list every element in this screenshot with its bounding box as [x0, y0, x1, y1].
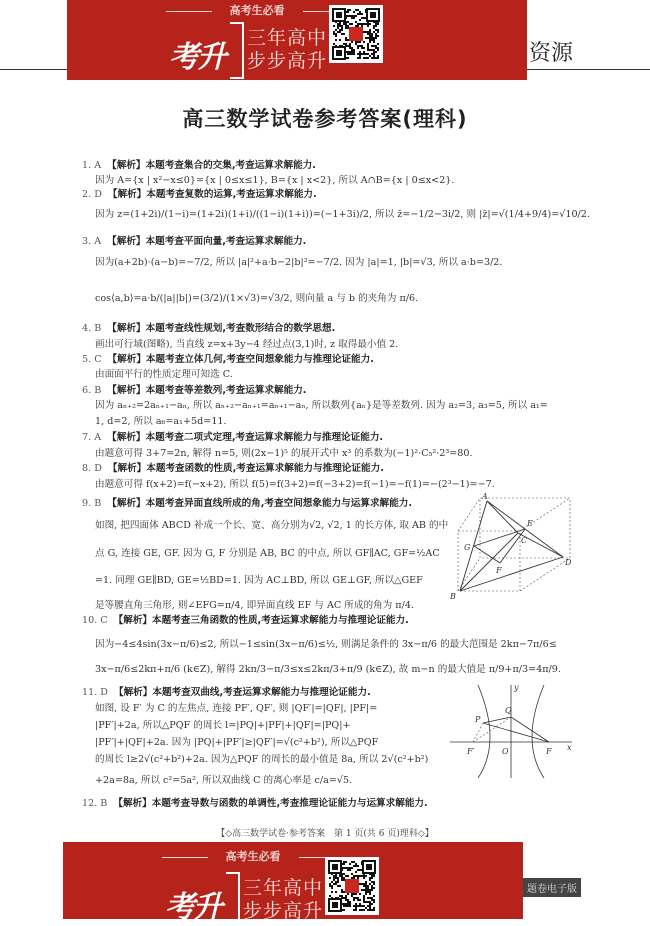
solution-line: 因为 A={x | x²−x≤0}={x | 0≤x≤1}, B={x | x<2}, 所以 A∩B={x | 0≤x<2}. [95, 175, 455, 186]
tetrahedron-figure [450, 493, 575, 603]
label-o: O [502, 747, 509, 756]
solution-line: |PF′|+|QF|+2a. 因为 |PQ|+|PF′|≥|QF′|=√(c²+b²), 所以△PQF [95, 737, 379, 748]
answer-heading [82, 495, 412, 509]
answer-number: 3. A [82, 236, 102, 247]
label-a: A [482, 493, 488, 501]
top-ad-banner[interactable] [67, 0, 527, 80]
analysis-heading: 【解析】本题考查三角函数的性质,考查运算求解能力与推理论证能力. [113, 615, 409, 626]
answer-heading [82, 351, 374, 365]
answer-number: 8. D [82, 463, 102, 474]
solution-line: 画出可行域(图略), 当直线 z=x+3y−4 经过点(3,1)时, z 取得最小值 2. [95, 339, 399, 350]
answer-number: 10. C [82, 615, 108, 626]
slogan [247, 27, 327, 73]
analysis-heading: 【解析】本题考查异面直线所成的角,考查空间想象能力与运算求解能力. [107, 498, 412, 509]
solution-line: |PF′|+2a, 所以△PQF 的周长 l=|PQ|+|PF|+|QF|=|PQ|+ [95, 720, 351, 731]
label-e: E [527, 519, 533, 528]
answer-number: 4. B [82, 323, 102, 334]
label-y: y [514, 683, 519, 692]
brand-logo: 考升 [165, 890, 221, 925]
analysis-heading: 【解析】本题考查二项式定理,考查运算求解能力与推理论证能力. [107, 432, 384, 443]
label-x: x [567, 743, 572, 752]
label-b: B [450, 592, 456, 601]
label-f: F [546, 747, 552, 756]
slogan [243, 877, 323, 923]
solution-line: 如图, 设 F′ 为 C 的左焦点, 连接 PF′, QF′, 则 |QF′|=|QF|, |PF|= [95, 703, 378, 714]
solution-line: 3x−π/6≤2kπ+π/6 (k∈Z), 解得 2kπ/3−π/3≤x≤2kπ/3+π/9 (k∈Z), 故 m−n 的最大值是 π/9+π/3=4π/9. [95, 664, 561, 675]
solution-line: =1. 同理 GE∥BD, GE=½BD=1. 因为 AC⊥BD, 所以 GE⊥GF, 所以△GEF [95, 575, 423, 586]
solution-line: 因为−4≤4sin(3x−π/6)≤2, 所以−1≤sin(3x−π/6)≤½, 则满足条件的 3x−π/6 的最大范围是 2kπ−7π/6≤ [95, 639, 557, 650]
answer-heading [82, 684, 371, 698]
analysis-heading: 【解析】本题考查集合的交集,考查运算求解能力. [107, 160, 316, 171]
solution-line: 1, d=2, 所以 a₆=a₁+5d=11. [95, 416, 227, 427]
solution-line: 由面面平行的性质定理可知选 C. [95, 369, 233, 380]
side-badge: 题卷电子版 [523, 878, 581, 897]
label-f: F [496, 566, 502, 575]
answer-number: 1. A [82, 160, 102, 171]
analysis-heading: 【解析】本题考查导数与函数的单调性,考查推理论证能力与运算求解能力. [113, 798, 428, 809]
answer-number: 9. B [82, 498, 102, 509]
solution-line: 点 G, 连接 GE, GF. 因为 G, F 分别是 AB, BC 的中点, 所以 GF∥AC, GF=½AC [95, 548, 440, 559]
solution-line: 如图, 把四面体 ABCD 补成一个长、宽、高分别为√2, √2, 1 的长方体, 取 AB 的中 [95, 520, 449, 531]
label-d: D [565, 558, 572, 567]
answer-heading [82, 795, 428, 809]
answer-number: 12. B [82, 798, 108, 809]
hyperbola-figure [450, 680, 575, 780]
answer-heading [82, 186, 317, 200]
analysis-heading: 【解析】本题考查复数的运算,考查运算求解能力. [107, 189, 317, 200]
logo-frame [230, 22, 244, 79]
label-q: Q [505, 706, 512, 715]
slogan-line1: 三年高中 [247, 27, 328, 49]
page-title: 高三数学试卷参考答案(理科) [182, 107, 468, 131]
analysis-heading: 【解析】本题考查双曲线,考查运算求解能力与推理论证能力. [114, 687, 371, 698]
answer-number: 11. D [82, 687, 108, 698]
solution-line: 由题意可得 f(x+2)=f(−x+2), 所以 f(5)=f(3+2)=f(−3+2)=f(−1)=−f(1)=−(2³−1)=−7. [95, 479, 495, 490]
analysis-heading: 【解析】本题考查等差数列,考查运算求解能力. [107, 385, 307, 396]
analysis-heading: 【解析】本题考查立体几何,考查空间想象能力与推理论证能力. [107, 354, 374, 365]
banner-tagline: 高考生必看 [103, 848, 403, 864]
answer-heading [82, 233, 306, 247]
qr-code-icon [329, 5, 383, 63]
label-f-prime: F′ [467, 747, 475, 756]
slogan-line2: 步步高升 [243, 900, 324, 922]
answer-heading [82, 612, 409, 626]
solution-line: +2a=8a, 所以 c²=5a², 所以双曲线 C 的离心率是 c/a=√5. [95, 775, 353, 786]
answer-heading [82, 320, 335, 334]
answer-heading [82, 460, 384, 474]
answer-number: 6. B [82, 385, 102, 396]
logo-frame [226, 872, 240, 926]
solution-line: 因为 aₙ₊₂=2aₙ₊₁−aₙ, 所以 aₙ₊₂−aₙ₊₁=aₙ₊₁−aₙ, 所以数列{aₙ}是等差数列. 因为 a₂=3, a₃=5, 所以 a₁= [95, 400, 548, 411]
banner-tagline: 高考生必看 [107, 2, 407, 18]
analysis-heading: 【解析】本题考查线性规划,考查数形结合的数学思想. [107, 323, 336, 334]
slogan-line1: 三年高中 [243, 877, 324, 899]
slogan-line2: 步步高升 [247, 50, 328, 72]
answer-number: 7. A [82, 432, 102, 443]
solution-line: 因为 z=(1+2i)/(1−i)=(1+2i)(1+i)/((1−i)(1+i))=(−1+3i)/2, 所以 z̄=−1/2−3i/2, 则 |z̄|=√(1/4+9/4)=√10/2. [95, 209, 590, 220]
answer-number: 5. C [82, 354, 102, 365]
qr-code-icon [325, 857, 379, 915]
solution-line: 由题意可得 3+7=2n, 解得 n=5, 则(2x−1)⁵ 的展开式中 x³ 的系数为(−1)²·C₅²·2³=80. [95, 448, 473, 459]
solution-line: cos⟨a,b⟩=a·b/(|a||b|)=(3/2)/(1×√3)=√3/2, 则向量 a 与 b 的夹角为 π/6. [95, 293, 419, 304]
label-p: P [475, 715, 481, 724]
analysis-heading: 【解析】本题考查函数的性质,考查运算求解能力与推理论证能力. [107, 463, 384, 474]
solution-line: 因为(a+2b)·(a−b)=−7/2, 所以 |a|²+a·b−2|b|²=−7/2. 因为 |a|=1, |b|=√3, 所以 a·b=3/2. [95, 257, 503, 268]
solution-line: 是等腰直角三角形, 则∠EFG=π/4, 即异面直线 EF 与 AC 所成的角为 π/4. [95, 600, 414, 611]
page-footer: 【◇高三数学试卷·参考答案 第 1 页(共 6 页)理科◇】 [216, 829, 434, 839]
answer-heading [82, 429, 383, 443]
answer-number: 2. D [82, 189, 102, 200]
label-c: C [521, 536, 528, 545]
brand-logo: 考升 [169, 40, 225, 75]
bottom-ad-banner[interactable] [63, 842, 523, 925]
side-text-top: 资源 [529, 41, 574, 66]
label-g: G [464, 543, 471, 552]
solution-line: 的周长 l≥2√(c²+b²)+2a. 因为△PQF 的周长的最小值是 8a, 所以 2√(c²+b²) [95, 754, 429, 765]
analysis-heading: 【解析】本题考查平面向量,考查运算求解能力. [107, 236, 307, 247]
answer-heading [82, 157, 316, 171]
answer-heading [82, 382, 306, 396]
